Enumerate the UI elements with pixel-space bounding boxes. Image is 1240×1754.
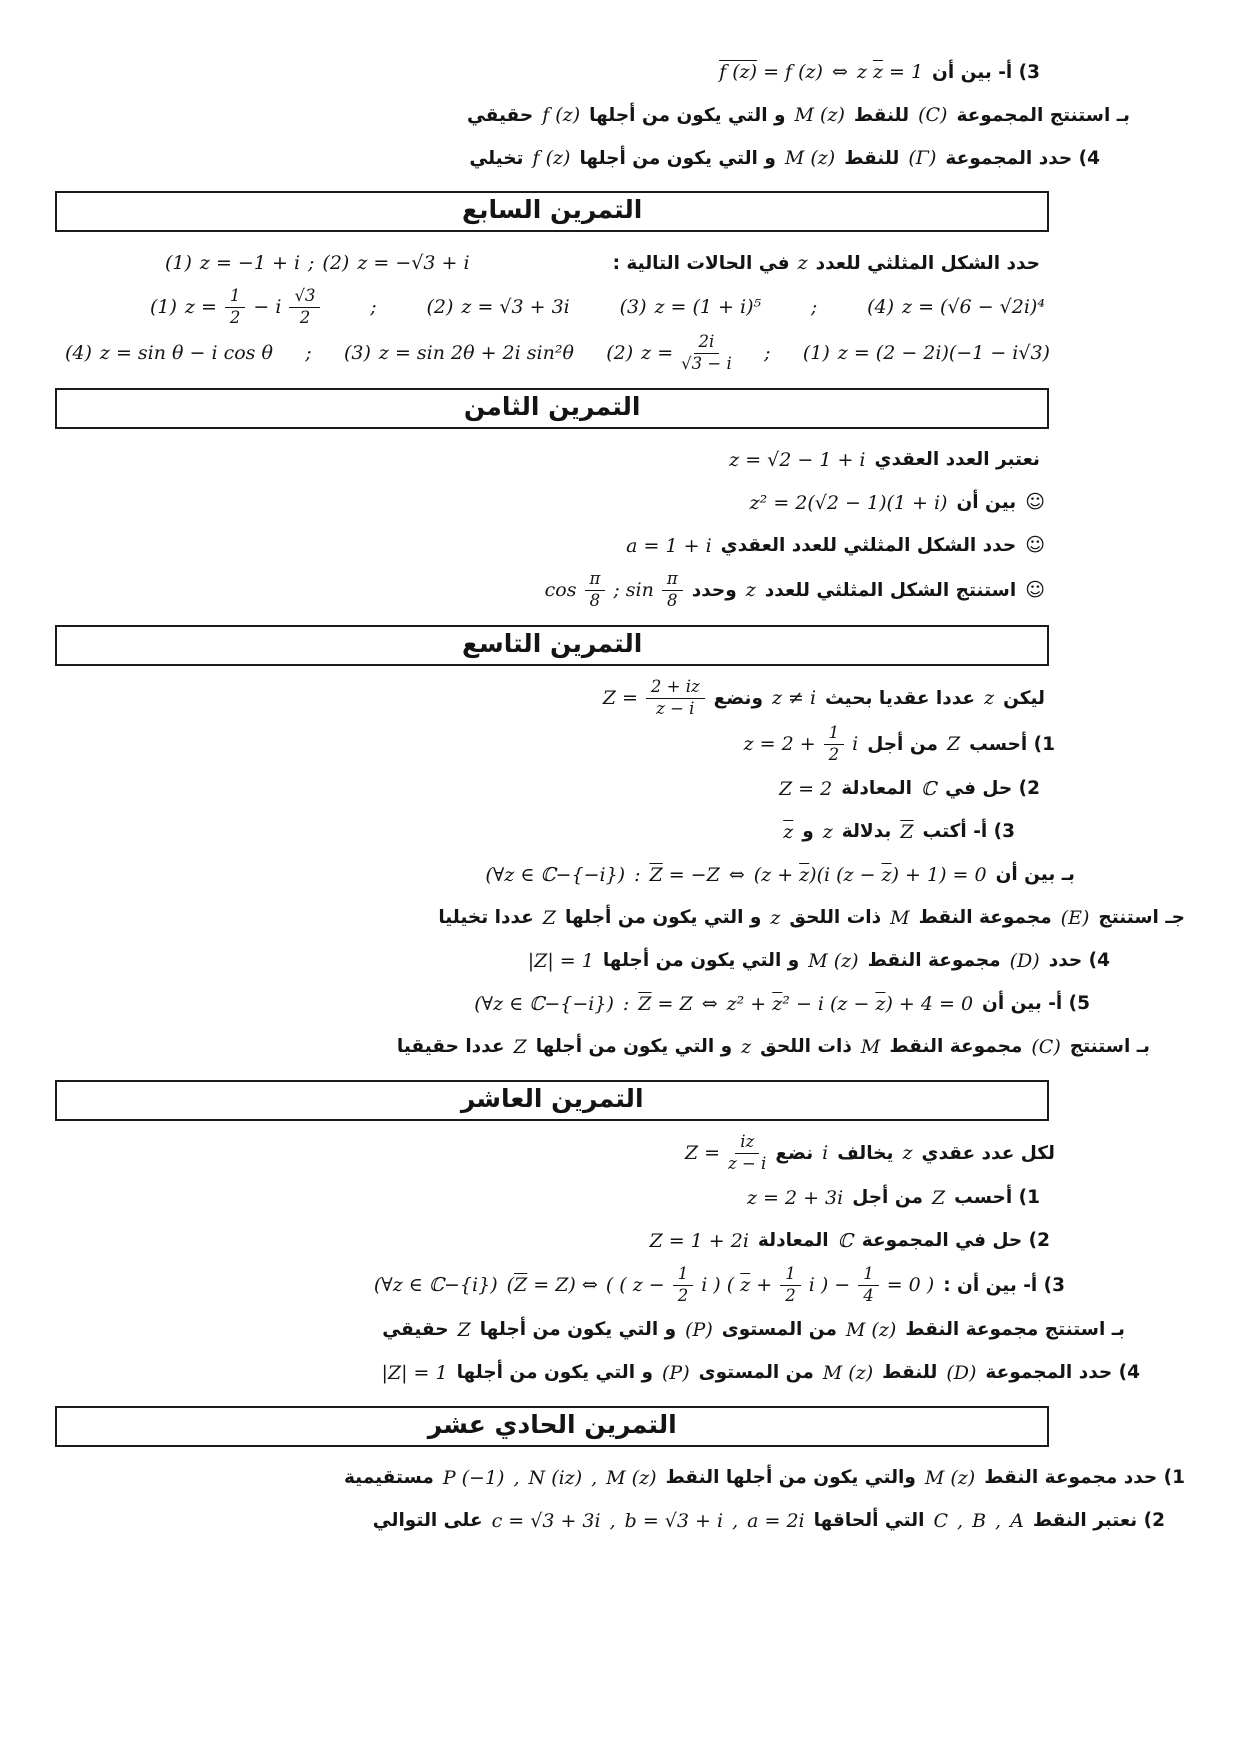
math-formula: c = √3 + 3i xyxy=(491,1509,601,1532)
math-formula: a = 2i xyxy=(747,1509,805,1532)
formula-group xyxy=(507,1265,935,1306)
arabic-text: التي ألحاقها xyxy=(813,1510,925,1532)
arabic-text: يخالف xyxy=(837,1142,894,1164)
overline-expression: $\overline{Z}$ xyxy=(514,1274,528,1297)
math-formula: z = sin 2θ + 2i sin²θ xyxy=(378,342,574,365)
exercise-title: التمرين الثامن xyxy=(463,391,641,421)
fraction-denominator: √3 − i xyxy=(681,353,732,373)
arabic-text: مجموعة النقط xyxy=(867,950,1001,972)
arabic-text: و التي يكون من أجلها xyxy=(565,907,762,929)
exercise-title: التمرين الحادي عشر xyxy=(427,1409,677,1439)
ex10-q3b-line xyxy=(55,1311,1185,1349)
ex9-q5b-line xyxy=(55,1028,1185,1066)
math-formula xyxy=(783,821,793,843)
arabic-text: بدلالة xyxy=(841,821,892,843)
math-formula: , xyxy=(513,1466,520,1489)
arabic-text: 3) أ- بين أن : xyxy=(943,1274,1065,1296)
fraction-numerator: √3 xyxy=(289,287,320,308)
arabic-text: و التي يكون من أجلها xyxy=(479,1319,677,1341)
arabic-text: عددا تخيليا xyxy=(438,907,534,929)
math-formula: M (z) xyxy=(606,1466,657,1489)
ex9-q2-line xyxy=(55,770,1185,808)
math-formula: z = (√6 − √2i)⁴ xyxy=(902,296,1045,319)
prev-exercise-3b-line xyxy=(55,96,1185,134)
arabic-text: للنقط xyxy=(844,147,900,169)
math-formula: i ) − xyxy=(808,1274,851,1297)
math-formula: ℂ xyxy=(837,1229,853,1252)
fraction-denominator: 2 xyxy=(677,1285,689,1305)
fraction-denominator: $\overline{z} - i$ xyxy=(656,698,695,718)
math-formula: (P) xyxy=(662,1361,690,1384)
prev-exercise-3a-line xyxy=(55,53,1185,91)
arabic-text: 4) حدد xyxy=(1048,950,1110,972)
arabic-text: حدد الشكل المثلثي للعدد العقدي xyxy=(720,535,1017,557)
arabic-text: و xyxy=(802,821,814,843)
math-formula: Z xyxy=(513,1035,527,1058)
exercise-7-header xyxy=(55,191,1049,232)
exercise-title: التمرين العاشر xyxy=(460,1083,644,1113)
math-formula: (P) xyxy=(685,1318,713,1341)
math-formula: (2) xyxy=(606,342,634,365)
arabic-text: بـ استنتج xyxy=(1069,1036,1150,1058)
math-formula: z xyxy=(770,906,781,929)
formula-group xyxy=(620,296,762,318)
math-formula: (D) xyxy=(1009,949,1040,972)
fraction xyxy=(646,678,705,719)
arabic-text: ليكن xyxy=(1003,687,1045,709)
math-formula: ℂ xyxy=(920,777,937,800)
math-formula: z xyxy=(822,820,833,843)
math-formula: (1) xyxy=(150,296,177,319)
formula-group xyxy=(344,342,574,364)
prev-exercise-4-line xyxy=(55,139,1185,177)
math-formula: M xyxy=(860,1035,881,1058)
math-formula: (D) xyxy=(946,1361,977,1384)
exercise-9-header xyxy=(55,625,1049,666)
ex11-q2-line xyxy=(55,1502,1185,1540)
math-formula: z xyxy=(984,687,995,710)
arabic-text: تخيلي xyxy=(469,147,524,169)
overline-expression: f (z) xyxy=(719,61,758,83)
math-formula: $\overline{Z} = Z$ xyxy=(638,992,693,1015)
overline-expression: $\overline{z}$ xyxy=(772,992,783,1015)
math-formula: M (z) xyxy=(784,147,836,169)
math-formula: ; xyxy=(764,342,771,365)
arabic-text: 3) أ- أكتب xyxy=(922,821,1015,843)
math-formula: (∀z ∈ ℂ−{i}) xyxy=(373,1274,498,1297)
math-formula: Z = 1 + 2i xyxy=(649,1229,749,1252)
arabic-text: بـ استنتج المجموعة xyxy=(956,104,1130,126)
ex10-q4-line xyxy=(55,1354,1185,1392)
overline-expression: $\overline{z}$ xyxy=(740,1274,751,1297)
math-formula: Z xyxy=(457,1318,471,1341)
fraction xyxy=(673,1265,694,1306)
arabic-text: عددا حقيقيا xyxy=(396,1036,505,1058)
math-formula: ; xyxy=(305,342,312,365)
fraction-numerator: 2 + iz xyxy=(646,678,705,699)
arabic-text: لكل عدد عقدي xyxy=(921,1142,1055,1164)
fraction xyxy=(662,570,683,611)
formula-group xyxy=(744,724,859,765)
formula-group xyxy=(165,252,470,274)
fraction-denominator: 2 xyxy=(828,744,840,764)
math-formula: (3) xyxy=(619,296,647,319)
ex9-setup-line xyxy=(55,678,1185,719)
arabic-text: ذات اللحق xyxy=(789,907,882,929)
math-formula: f (z) xyxy=(532,147,571,169)
math-formula: z xyxy=(745,579,756,602)
arabic-text: ونضع xyxy=(713,687,763,709)
fraction-denominator: 8 xyxy=(589,590,601,610)
arabic-text: استنتج الشكل المثلثي للعدد xyxy=(764,579,1017,601)
arabic-text: مجموعة النقط xyxy=(889,1036,1023,1058)
math-formula: (1) xyxy=(802,342,830,365)
fraction-numerator: 1 xyxy=(824,724,845,745)
math-formula: $(z + \overline{z})(i$ $(z - \overline{z}) + 1) = 0$ xyxy=(753,863,987,886)
math-formula: ⇔ xyxy=(728,863,745,886)
formula-group xyxy=(867,296,1045,318)
formula-group xyxy=(803,342,1050,364)
smiley-icon: ☺ xyxy=(1025,534,1045,557)
arabic-text: في الحالات التالية : xyxy=(612,252,790,274)
arabic-text: المعادلة xyxy=(841,778,912,800)
arabic-text: بـ بين أن xyxy=(995,864,1075,886)
math-formula: ⇔ xyxy=(701,992,718,1015)
exercise-10-header xyxy=(55,1080,1049,1121)
ex10-setup-line xyxy=(55,1133,1185,1174)
math-formula: M (z) xyxy=(845,1318,897,1341)
fraction xyxy=(585,570,606,611)
math-formula: (E) xyxy=(1060,906,1090,929)
exercise-title: التمرين التاسع xyxy=(462,628,643,658)
math-formula: : xyxy=(634,863,641,886)
math-formula: (∀z ∈ ℂ−{−i}) xyxy=(474,992,614,1015)
math-formula: ; xyxy=(308,252,315,274)
math-formula: z = (2 − 2i)(−1 − i√3) xyxy=(837,342,1050,365)
overline-expression: $\overline{z}$ xyxy=(872,61,883,83)
math-formula: z = √3 + 3i xyxy=(461,296,570,319)
exercise-8-header xyxy=(55,388,1049,429)
arabic-text: حقيقي xyxy=(382,1319,449,1341)
smiley-icon: ☺ xyxy=(1025,578,1045,601)
ex11-q1-line xyxy=(55,1459,1185,1497)
arabic-text: جـ استنتج xyxy=(1098,907,1185,929)
math-formula: , xyxy=(591,1466,598,1489)
arabic-text: و التي يكون من أجلها xyxy=(579,147,776,169)
ex7-cases-row-3 xyxy=(55,333,1185,374)
ex9-q3b-line xyxy=(55,856,1185,894)
fraction-denominator: 2 xyxy=(785,1285,796,1305)
math-formula: |Z| = 1 xyxy=(381,1361,448,1384)
math-formula: i xyxy=(852,733,859,756)
arabic-text: نضع xyxy=(775,1142,814,1164)
math-formula: a = 1 + i xyxy=(626,534,712,557)
ex8-q2-line xyxy=(55,527,1185,565)
fraction xyxy=(728,1133,766,1174)
ex7-intro-cases-line xyxy=(55,244,1185,282)
math-formula: M (z) xyxy=(822,1361,874,1384)
arabic-text: من المستوى xyxy=(698,1362,814,1384)
arabic-text: ذات اللحق xyxy=(760,1036,852,1058)
formula-group xyxy=(545,570,683,611)
ex10-q2-line xyxy=(55,1222,1185,1260)
math-formula: z = (1 + i)⁵ xyxy=(654,296,762,319)
ex9-q3a-line xyxy=(55,813,1185,851)
fraction-denominator: 4 xyxy=(863,1285,874,1305)
arabic-text: 5) أ- بين أن xyxy=(982,993,1090,1015)
arabic-text: للنقط xyxy=(853,104,910,126)
math-formula: ; xyxy=(810,296,818,319)
ex10-q3a-line xyxy=(55,1265,1185,1306)
arabic-text: من أجل xyxy=(852,1187,923,1209)
fraction xyxy=(780,1265,801,1306)
math-formula: M xyxy=(890,906,910,929)
math-formula: z = xyxy=(641,342,674,365)
math-formula: (4) xyxy=(867,296,895,319)
math-formula: |Z| = 1 xyxy=(527,949,594,972)
ex9-q5a-line xyxy=(55,985,1185,1023)
math-formula: z = −√3 + i xyxy=(357,252,470,274)
fraction-denominator: 2 xyxy=(299,307,311,327)
fraction-denominator: 8 xyxy=(667,590,678,610)
arabic-text: مجموعة النقط xyxy=(918,907,1052,929)
math-formula: z = 2 + xyxy=(743,733,816,756)
overline-expression: $\overline{z}$ xyxy=(656,698,665,718)
ex8-q1-line xyxy=(55,484,1185,522)
math-formula: z = 2 + 3i xyxy=(746,1186,844,1209)
arabic-text: المعادلة xyxy=(757,1230,829,1252)
math-formula: $z^2 + \overline{z}^2 - i$ $(z - \overline{z}) + 4 = 0$ xyxy=(726,992,974,1015)
math-formula: B xyxy=(972,1509,987,1532)
arabic-text: على التوالي xyxy=(372,1510,483,1532)
arabic-text: 3) أ- بين أن xyxy=(932,61,1040,83)
math-formula: , xyxy=(609,1509,616,1532)
arabic-text: والتي يكون من أجلها النقط xyxy=(665,1467,916,1489)
fraction xyxy=(289,287,320,328)
overline-expression: $\overline{Z}$ xyxy=(649,863,663,886)
math-formula: P (−1) xyxy=(442,1466,505,1489)
overline-expression: $\overline{z}$ xyxy=(875,992,886,1015)
math-formula: z = xyxy=(184,296,217,319)
arabic-text: 4) حدد المجموعة xyxy=(985,1362,1140,1384)
ex9-q4-line xyxy=(55,942,1185,980)
math-formula: z xyxy=(902,1142,913,1165)
math-formula: i ) ( $\overline{z}$ + xyxy=(701,1274,773,1297)
formula-group xyxy=(426,296,569,318)
overline-expression: $\overline{Z}$ xyxy=(638,992,652,1015)
math-formula: (2) xyxy=(426,296,454,319)
arabic-text: 2) حل في المجموعة xyxy=(861,1230,1050,1252)
arabic-text: 1) حدد مجموعة النقط xyxy=(984,1467,1185,1489)
arabic-text: و التي يكون من أجلها xyxy=(456,1362,654,1384)
formula-group xyxy=(603,678,705,719)
fraction-numerator: π xyxy=(662,570,683,591)
overline-expression: $\overline{z}$ xyxy=(799,863,810,886)
math-formula: z xyxy=(741,1035,752,1058)
math-formula: ⇔ xyxy=(831,61,848,83)
overline-expression: $\overline{Z}$ xyxy=(900,820,914,843)
fraction-numerator: iz xyxy=(735,1133,759,1154)
formula-group xyxy=(150,287,320,328)
formula-group xyxy=(613,252,1040,274)
math-formula: (C) xyxy=(1031,1035,1061,1058)
fraction xyxy=(824,724,845,765)
math-formula: b = √3 + i xyxy=(624,1509,724,1532)
math-formula: (3) xyxy=(344,342,371,365)
fraction-numerator: π xyxy=(585,570,606,591)
fraction-numerator: 2i xyxy=(694,333,720,354)
math-formula: M (z) xyxy=(794,104,845,126)
ex10-q1-line xyxy=(55,1179,1185,1217)
fraction xyxy=(681,333,732,374)
ex9-q3c-line xyxy=(55,899,1185,937)
math-formula: , xyxy=(732,1509,739,1532)
fraction-numerator: 1 xyxy=(673,1265,694,1286)
arabic-text: من أجل xyxy=(867,733,938,755)
math-formula: z = −1 + i xyxy=(199,252,301,274)
arabic-text: مستقيمية xyxy=(343,1467,434,1489)
arabic-text: للنقط xyxy=(882,1362,938,1384)
arabic-text: نعتبر العدد العقدي xyxy=(874,449,1040,471)
ex9-q1-line xyxy=(55,724,1185,765)
math-formula: N (iz) xyxy=(528,1466,583,1489)
math-formula: Z = xyxy=(684,1142,721,1165)
math-formula: (Γ) xyxy=(908,147,937,169)
document-content xyxy=(55,53,1185,1540)
exercise-11-header xyxy=(55,1406,1049,1447)
math-formula: (2) xyxy=(322,252,350,274)
fraction-denominator: z − i xyxy=(728,1153,767,1173)
math-formula: z $\overline{z} = 1$ xyxy=(856,61,924,83)
fraction-numerator: 1 xyxy=(225,287,246,308)
math-formula: (∀z ∈ ℂ−{−i}) xyxy=(485,863,626,886)
arabic-text: حدد الشكل المثلثي للعدد xyxy=(815,252,1040,274)
math-formula: , xyxy=(957,1509,964,1532)
exercise-title: التمرين السابع xyxy=(462,195,643,224)
math-formula: ; sin xyxy=(613,579,654,602)
math-formula: (4) xyxy=(65,342,92,365)
arabic-text: و التي يكون من أجلها xyxy=(535,1036,733,1058)
fraction-numerator: 1 xyxy=(858,1265,879,1286)
fraction-numerator: 1 xyxy=(780,1265,801,1286)
math-formula: cos xyxy=(544,579,577,602)
arabic-text: 4) حدد المجموعة xyxy=(945,147,1100,169)
math-formula: Z xyxy=(931,1186,946,1209)
arabic-text: وحدد xyxy=(691,579,737,601)
arabic-text: و التي يكون من أجلها xyxy=(602,950,800,972)
math-formula: f (z) = f (z) xyxy=(719,61,823,83)
math-formula: : xyxy=(622,992,630,1015)
formula-group xyxy=(606,333,732,374)
ex8-given-line xyxy=(55,441,1185,479)
math-formula: z xyxy=(797,252,808,274)
smiley-icon: ☺ xyxy=(1025,491,1045,514)
arabic-text: و التي يكون من أجلها xyxy=(589,104,786,126)
math-formula: f (z) xyxy=(542,104,581,126)
math-formula: z = √2 − 1 + i xyxy=(729,448,866,471)
formula-group xyxy=(685,1133,766,1174)
math-formula: z = sin θ − i cos θ xyxy=(99,342,273,365)
math-formula xyxy=(900,821,913,843)
math-formula: − i xyxy=(253,296,282,319)
arabic-text: من المستوى xyxy=(721,1319,837,1341)
math-formula: (C) xyxy=(918,104,948,126)
math-formula: z² = 2(√2 − 1)(1 + i) xyxy=(749,491,948,514)
math-formula: Z = xyxy=(602,687,638,710)
math-formula: Z = 2 xyxy=(778,777,833,800)
overline-expression: $\overline{z}$ xyxy=(881,863,892,886)
math-formula: = 0 ) xyxy=(886,1274,935,1297)
overline-expression: $\overline{z}$ xyxy=(783,820,794,843)
fraction xyxy=(858,1265,879,1306)
math-formula: ( ( z − xyxy=(605,1274,665,1297)
math-formula: z ≠ i xyxy=(771,687,817,710)
fraction xyxy=(225,287,246,328)
math-formula: $(\overline{Z} = Z)$ ⇔ xyxy=(506,1274,598,1297)
arabic-text: 1) أحسب xyxy=(954,1187,1040,1209)
math-formula: Z xyxy=(946,733,961,756)
formula-group xyxy=(65,342,273,364)
math-formula: M (z) xyxy=(808,949,859,972)
math-formula: $\overline{Z} = -Z$ xyxy=(649,863,720,886)
arabic-text: حقيقي xyxy=(466,104,534,126)
math-formula: C xyxy=(933,1509,949,1532)
math-formula: (1) xyxy=(165,252,192,274)
ex8-q3-line xyxy=(55,570,1185,611)
ex7-cases-row-2 xyxy=(55,287,1185,328)
arabic-text: 2) حل في xyxy=(945,778,1040,800)
arabic-text: عددا عقديا بحيث xyxy=(825,687,976,709)
arabic-text: 2) نعتبر النقط xyxy=(1032,1510,1165,1532)
math-formula: ; xyxy=(370,296,377,319)
fraction-denominator: 2 xyxy=(229,307,241,327)
math-formula: Z xyxy=(542,906,556,929)
math-formula: A xyxy=(1010,1509,1024,1532)
arabic-text: 1) أحسب xyxy=(969,733,1055,755)
math-formula: i xyxy=(822,1142,829,1165)
math-formula: M (z) xyxy=(924,1466,976,1489)
arabic-text: بين أن xyxy=(956,492,1017,514)
arabic-text: بـ استنتج مجموعة النقط xyxy=(905,1319,1125,1341)
math-formula: , xyxy=(995,1509,1002,1532)
